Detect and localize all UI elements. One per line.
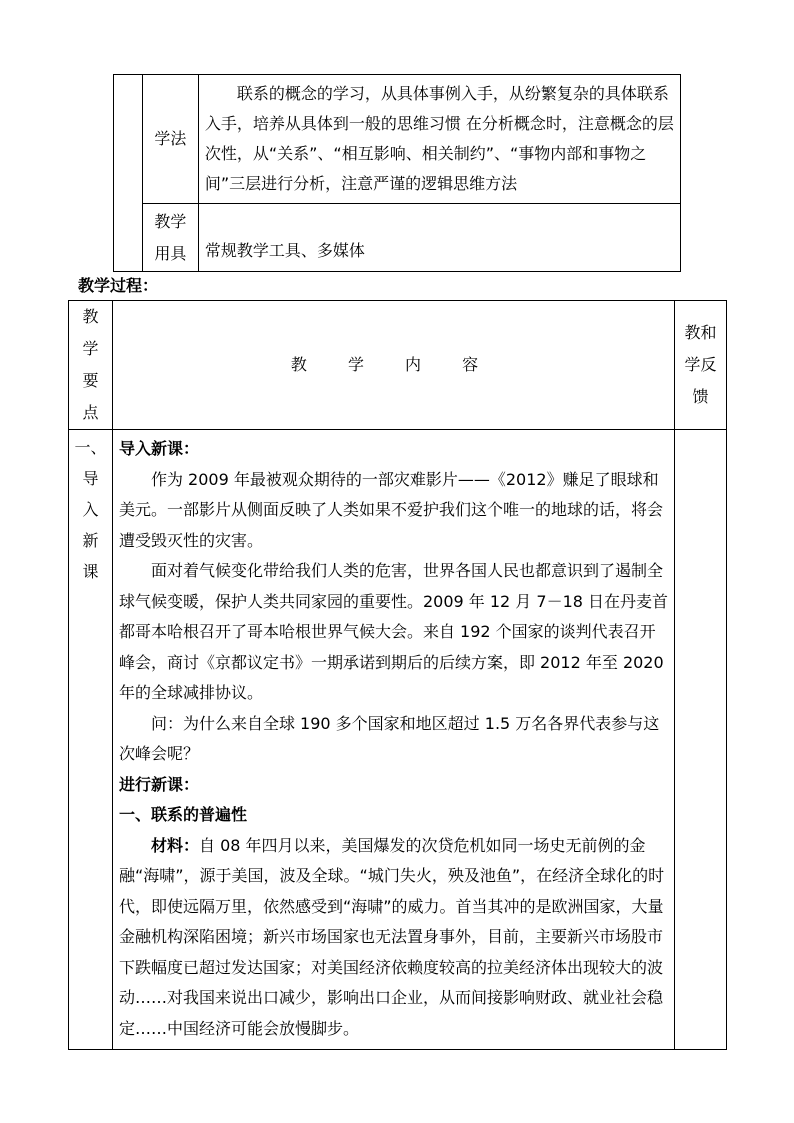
header-key-char: 学	[82, 339, 99, 358]
study-method-row	[114, 75, 681, 204]
header-key-char: 点	[82, 403, 99, 422]
teaching-process-table	[68, 300, 727, 1050]
header-feedback	[675, 301, 727, 430]
info-table	[113, 74, 681, 272]
teaching-process-title: 教学过程：	[78, 276, 159, 295]
intro-paragraph-1: 作为 2009 年最被观众期待的一部灾难影片——《2012》赚足了眼球和美元。一部影片从侧面反映了人类如果不爱护我们这个唯一的地球的话，将会遭受毁灭性的灾害。	[118, 469, 663, 550]
intro-content	[112, 430, 674, 1050]
header-feedback-line: 馈	[692, 387, 709, 406]
intro-key-points	[69, 430, 113, 1050]
teaching-tools-label	[142, 204, 198, 272]
new-lesson-heading: 进行新课：	[118, 774, 199, 794]
teaching-tools-label-line2: 用具	[154, 243, 187, 263]
header-content	[112, 301, 674, 430]
intro-row	[69, 430, 727, 1050]
intro-question: 问：为什么来自全球 190 多个国家和地区超过 1.5 万名各界代表参与这次峰会呢？	[118, 713, 660, 763]
teaching-tools-text: 常规教学工具、多媒体	[198, 204, 680, 272]
study-method-text-cell	[198, 75, 680, 204]
teaching-tools-row	[114, 204, 681, 272]
teaching-tools-label-line1: 教学	[154, 211, 187, 231]
intro-key-char: 一、	[74, 438, 107, 457]
header-feedback-line: 学反	[684, 355, 717, 374]
material-text: 自 08 年四月以来，美国爆发的次贷危机如同一场史无前例的金融“海啸”，源于美国，波及全球。“城门失火，殃及池鱼”，在经济全球化的时代，即使远隔万里，依然感受到“海啸”的威力。首当其冲的是欧洲国家，大量金融机构深陷困境；新兴市场国家也无法置身事外，目前，主要新兴市场股市下跌幅度已超过发达国家；对美国经济依赖度较高的拉美经济体出现较大的波动……对我国来说出口减少，影响出口企业，从而间接影响财政、就业社会稳定……中国经济可能会放慢脚步。	[118, 835, 665, 1038]
intro-key-char: 导	[82, 469, 99, 488]
header-key-points	[69, 301, 113, 430]
header-row	[69, 301, 727, 430]
header-feedback-line: 教和	[684, 323, 717, 342]
study-method-label: 学法	[142, 75, 198, 204]
material-paragraph	[119, 831, 668, 1045]
intro-key-char: 新	[82, 531, 99, 550]
intro-key-char: 课	[82, 562, 99, 581]
header-content-text: 教 学 内 容	[290, 355, 497, 374]
blank-left-cell	[114, 75, 143, 272]
intro-paragraph-2: 面对着气候变化带给我们人类的危害，世界各国人民也都意识到了遏制全球气候变暖，保护人类共同家园的重要性。2009 年 12 月 7－18 日在丹麦首都哥本哈根召开了哥本哈根世界气候大会。来自 192 个国家的谈判代表召开峰会，商讨《京都议定书》一期承诺到期后的后续方案，即 2012 年至 2020 年的全球减排协议。	[118, 561, 669, 702]
header-key-char: 要	[82, 371, 99, 390]
intro-feedback	[675, 430, 727, 1050]
header-key-char: 教	[82, 307, 99, 326]
intro-key-char: 入	[82, 500, 99, 519]
material-label: 材料：	[150, 835, 199, 855]
intro-heading: 导入新课：	[118, 439, 199, 458]
section-heading: 一、联系的普遍性	[118, 805, 247, 824]
study-method-text: 联系的概念的学习，从具体事例入手，从纷繁复杂的具体联系入手，培养从具体到一般的思维习惯 在分析概念时，注意概念的层次性，从“关系”、“相互影响、相关制约”、“事物内部和事物之间”三层进行分析，注意严谨的逻辑思维方法	[204, 84, 674, 193]
